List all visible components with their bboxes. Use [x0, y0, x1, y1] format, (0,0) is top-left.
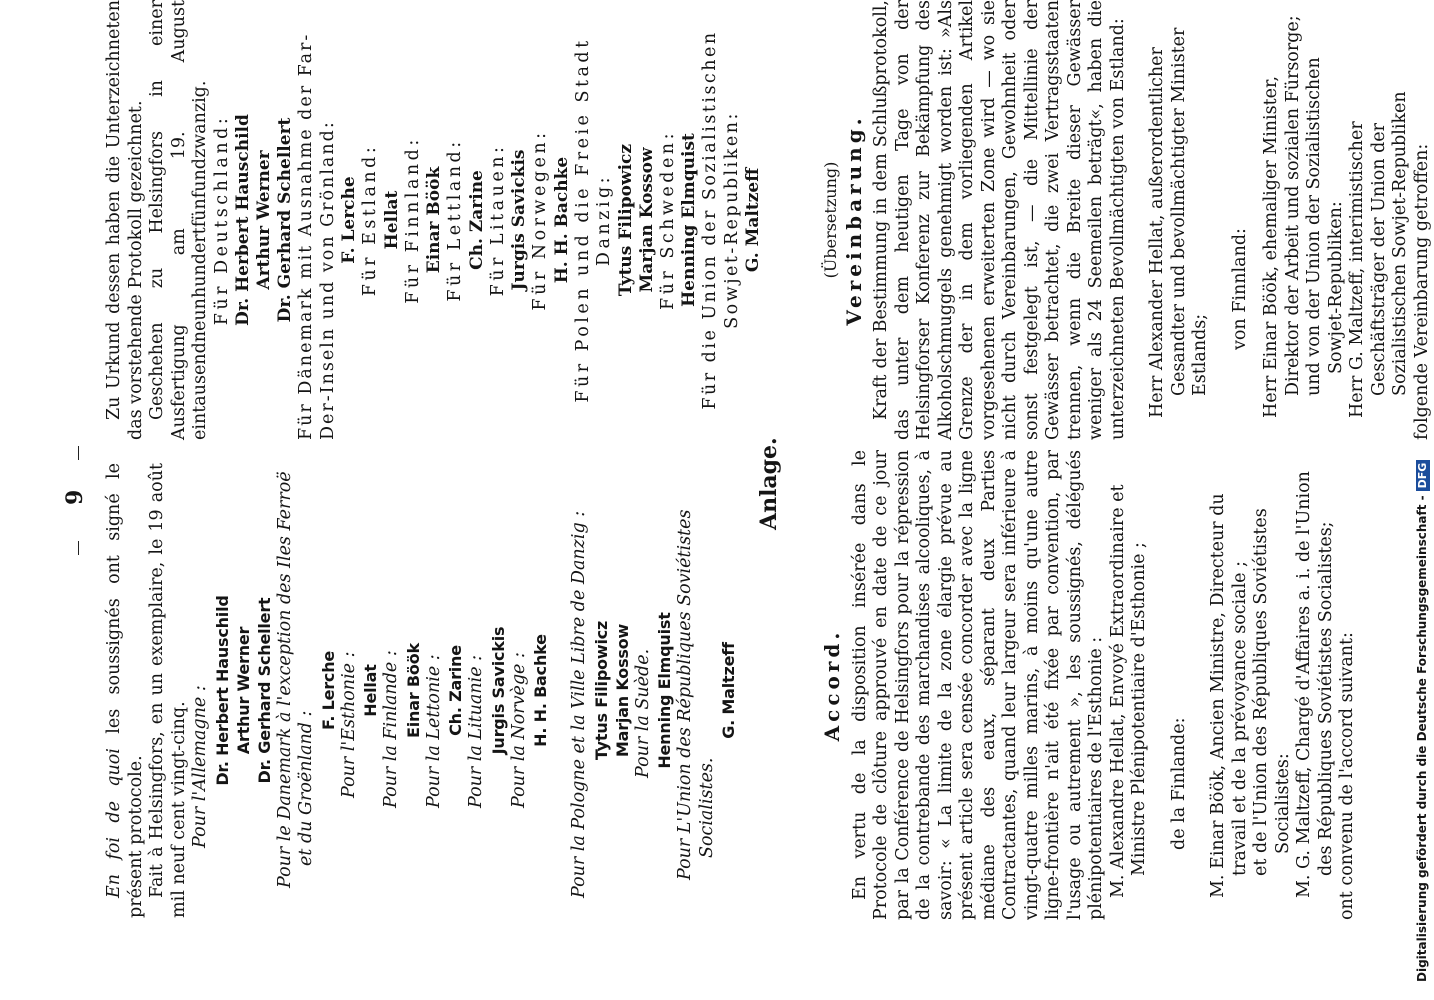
fr-sig-allemagne-1: Dr. Herbert Hauschild — [212, 595, 232, 786]
de-fuer-lettland: Für Lettland: — [445, 138, 465, 302]
fr-sig-lettonie: Ch. Zarine — [446, 645, 465, 736]
dfg-logo: DFG — [1416, 460, 1430, 492]
dfg-notice-text: Digitalisierung gefördert durch die Deutsche Forschungsgemeinschaft - — [1415, 495, 1429, 982]
de-sig-daenemark: F. Lerche — [339, 176, 359, 264]
dfg-sidebar — [1410, 10, 1434, 990]
german-protocol-signatures — [104, 0, 764, 440]
de-fait: Geschehen zu Helsingfors in einer Ausfertigung am 19. August eintausendneunhundertfünfundzwanzig. — [147, 0, 210, 440]
fr-accord-para: En vertu de la disposition insérée dans le Protocole de clôture approuvé en date de ce jour par la Conférence de Helsingfors pour la répression de la contrebande des marchandises alcooliques, à savoir: « La limite de la zone élargie prévue au présent article sera censée concorder avec la ligne médiane des eaux, séparant deux Parties Contractantes, quand leur largeur sera inférieure à vingt-quatre milles marins, à moins qu'une autre ligne-frontière n'ait été fixée par convention, par l'usage ou autrement », les soussignés, délégués plénipotentiaires de l'Esthonie : — [849, 450, 1106, 920]
fr-accord-ont-convenu: ont convenu de l'accord suivant: — [1337, 632, 1357, 920]
de-sig-deutschland-3: Dr. Gerhard Schellert — [275, 117, 295, 323]
fr-sig-pologne-2: Marjan Kossow — [612, 623, 632, 758]
fr-sig-lituanie: Jurgis Savickis — [488, 626, 508, 755]
french-protocol-signatures — [104, 463, 739, 918]
de-fuer-schweden: Für Schweden: — [657, 130, 678, 310]
de-fuer-udssr: Für die Union der Sozialistischen Sowjet-Republiken: — [700, 30, 742, 410]
fr-pour-lituanie: Pour la Lituanie : — [466, 654, 486, 808]
fr-sig-esthonie: Hellat — [361, 664, 380, 717]
fr-pour-allemagne: Pour l'Allemagne : — [190, 685, 210, 848]
de-accord-und-udssr: und von der Union der Sozialistischen Sowjet-Republiken: — [1304, 57, 1346, 396]
fr-gap-1 — [551, 463, 569, 918]
fr-pour-urss: Pour L'Union des Républiques Soviétistes Socialistes. — [675, 509, 717, 880]
de-accord-title: Vereinbarung. — [841, 114, 866, 326]
fr-accord-title: Accord. — [820, 628, 844, 742]
de-sig-polen-2: Marjan Kossow — [636, 147, 657, 293]
de-accord-von-finnland: von Finnland: — [1229, 228, 1250, 350]
de-sig-deutschland-2: Arthur Werner — [254, 150, 274, 290]
dfg-notice — [1410, 2, 1434, 990]
fr-sig-finlande: Einar Böök — [403, 643, 423, 738]
fr-accord-hellat: M. Alexandre Hellat, Envoyé Extraordinaire et Ministre Plénipotentiaire d'Esthonie ; — [1107, 484, 1149, 898]
de-intro: Zu Urkund dessen haben die Unterzeichneten das vorstehende Protokoll gezeichnet. — [104, 0, 146, 440]
fr-sig-urss: G. Maltzeff — [719, 642, 738, 739]
de-accord-hellat: Herr Alexander Hellat, außerordentlicher Gesandter und bevollmächtigter Minister Estlands; — [1147, 27, 1210, 418]
de-sig-udssr: G. Maltzeff — [743, 167, 763, 273]
fr-pour-norvege: Pour la Norvège : — [508, 652, 529, 808]
fr-accord-gap-2 — [1190, 450, 1208, 920]
german-accord — [820, 0, 1433, 440]
de-accord-folgende: folgende Vereinbarung getroffen: — [1411, 143, 1432, 440]
fr-sig-danemark: F. Lerche — [318, 650, 338, 731]
de-fuer-norwegen: Für Norwegen: — [530, 129, 550, 311]
de-sig-litauen: Jurgis Savickis — [509, 149, 529, 291]
fr-sig-allemagne-2: Arthur Werner — [233, 626, 253, 755]
fr-sig-norvege: H. H. Bachke — [531, 634, 550, 747]
de-accord-para: Kraft der Bestimmung in dem Schlußprotokoll, das unter dem heutigen Tage von der Helsingforser Konferenz zur Bekämpfung des Alkoholschmuggels genehmigt worden ist: »Als Grenze der in dem vorliegenden Artikel vorgesehenen erweiterten Zone wird — wo sie nicht durch Vereinbarungen, Gewohnheit oder sonst festgelegt ist, — die Mittellinie der Gewässer betrachtet, die zwei Vertragsstaaten trennen, wenn die Breite dieser Gewässer weniger als 24 Seemeilen beträgt«, haben die unterzeichneten Bevollmächtigten von Estland: — [871, 0, 1128, 440]
de-sig-estland: Hellat — [381, 190, 402, 250]
page-number-dash-left — [78, 541, 79, 555]
de-accord-maltzeff: Herr G. Maltzeff, interimistischer Geschäftsträger der Union der Sozialistischen Sowjet-Republiken — [1347, 91, 1410, 418]
de-sig-polen-1: Tytus Filipowicz — [615, 143, 636, 297]
fr-fait: Fait à Helsingfors, en un exemplaire, le 19 août mil neuf cent vingt-cinq. — [147, 463, 189, 918]
fr-pour-pologne: Pour la Pologne et la Ville Libre de Danzig : — [569, 510, 589, 898]
fr-pour-suede: Pour la Suède. — [632, 648, 653, 778]
french-accord — [820, 450, 1359, 920]
de-accord-gap-2 — [1212, 0, 1230, 440]
fr-sig-pologne-1: Tytus Filipowicz — [591, 620, 611, 761]
fr-accord-book: M. Einar Böök, Ancien Ministre, Directeur du travail et de la prévoyance sociale ; — [1208, 493, 1250, 898]
de-sig-norwegen: H. H. Bachke — [551, 156, 572, 284]
de-sig-deutschland-1: Dr. Herbert Hauschild — [233, 114, 253, 326]
de-fuer-polen: Für Polen und die Freie Stadt Danzig: — [572, 37, 614, 403]
de-sig-schweden: Henning Elmquist — [679, 133, 699, 307]
fr-sig-allemagne-3: Dr. Gerhard Schellert — [254, 597, 274, 784]
anlage-heading: Anlage. — [756, 437, 782, 530]
fr-pour-finlande: Pour la Finlande : — [381, 650, 401, 808]
fr-pour-esthonie: Pour l'Esthonie : — [338, 651, 359, 798]
fr-intro: En foi de quoi les soussignés ont signé le présent protocole. — [104, 463, 146, 918]
de-sig-lettland: Ch. Zarine — [466, 170, 487, 270]
page-number-dash-right — [78, 446, 79, 460]
de-fuer-estland: Für Estland: — [360, 143, 380, 297]
de-fuer-daenemark: Für Dänemark mit Ausnahme der Far-Der-Inseln und von Grönland: — [296, 32, 338, 440]
de-sig-finnland: Einar Böök — [424, 166, 444, 274]
de-accord-gap-3 — [1251, 0, 1261, 440]
fr-accord-et-urss: et de l'Union des Républiques Soviétistes Socialistes: — [1251, 508, 1293, 876]
fr-pour-lettonie: Pour la Lettonie : — [423, 654, 444, 808]
page-number: 9 — [62, 489, 88, 505]
fr-sig-suede: Henning Elmquist — [655, 612, 674, 769]
fr-accord-maltzeff: M. G. Maltzeff, Chargé d'Affaires a. i. de l'Union des Républiques Soviétistes Socialistes; — [1294, 471, 1336, 898]
de-fuer-deutschland: Für Deutschland: — [211, 114, 232, 326]
fr-pour-danemark: Pour le Danemark à l'exception des Iles Ferroë et du Groënland : — [274, 471, 316, 888]
de-accord-gap-1 — [1129, 0, 1147, 440]
de-accord-uebersetzung: (Übersetzung) — [821, 161, 840, 279]
de-accord-book: Herr Einar Böök, ehemaliger Minister, Direktor der Arbeit und sozialen Fürsorge; — [1261, 15, 1303, 418]
fr-accord-de-finlande: de la Finlande: — [1168, 717, 1189, 850]
fr-accord-gap-1 — [1151, 450, 1169, 920]
de-fuer-litauen: Für Litauen: — [487, 143, 508, 297]
de-fuer-finnland: Für Finnland: — [402, 136, 423, 304]
